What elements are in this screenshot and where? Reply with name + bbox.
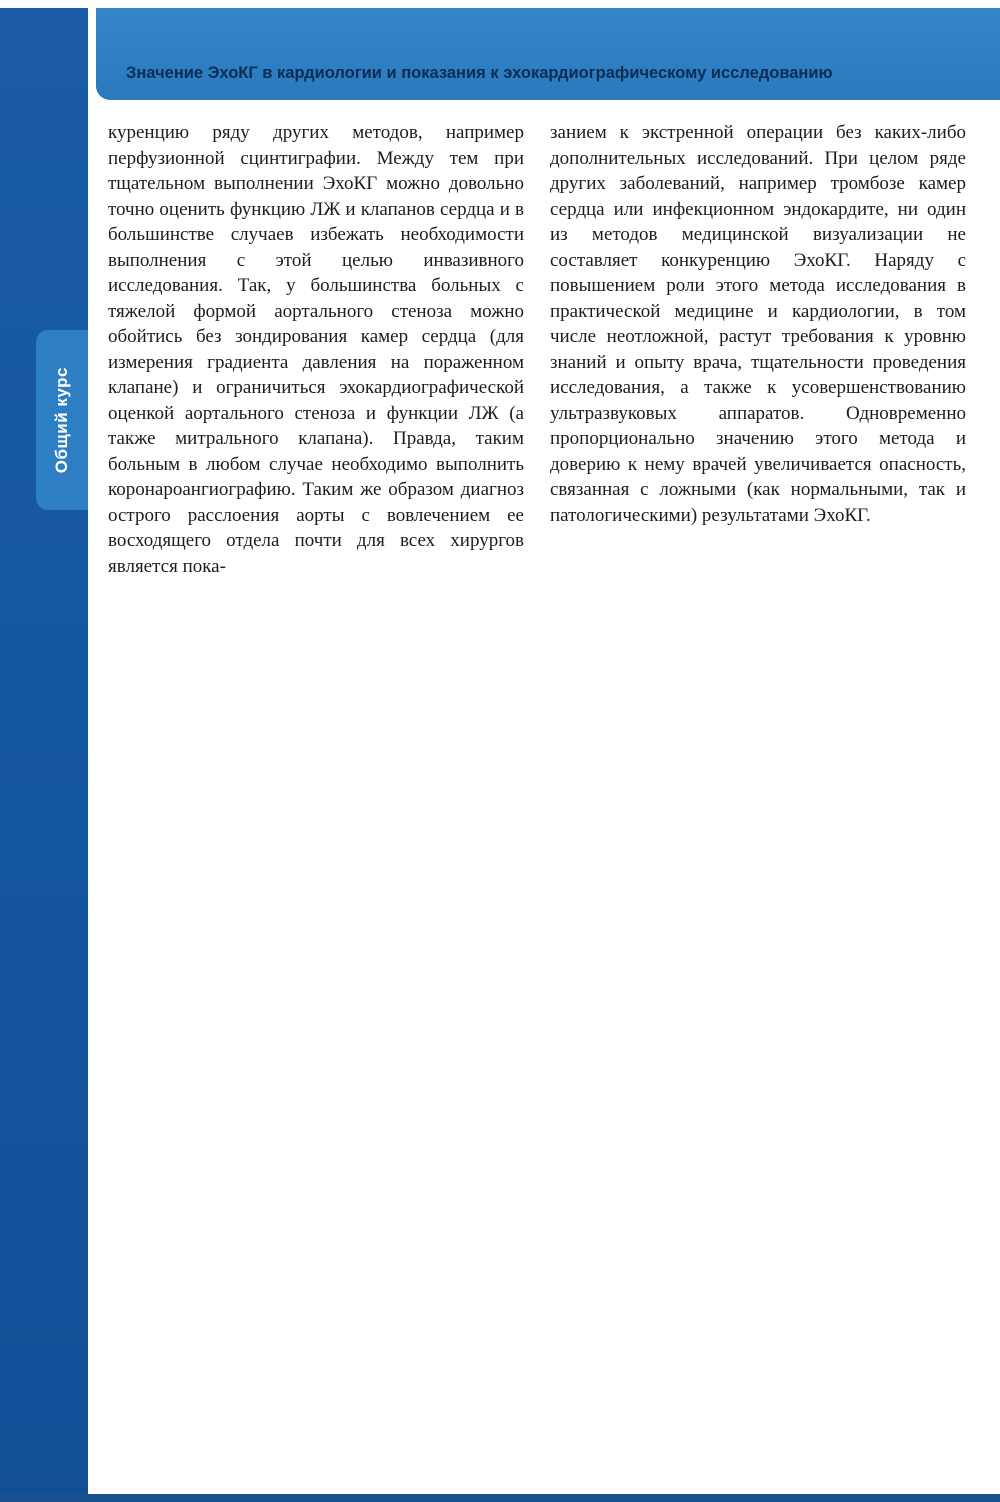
running-head-band <box>96 8 1000 100</box>
section-tab-label: Общий курс <box>52 366 71 474</box>
left-edge-strip <box>0 8 88 1502</box>
page-title: Значение ЭхоКГ в кардиологии и показания к эхокардиографическому исследованию <box>126 64 833 83</box>
text-column-left: куренцию ряду других методов, например перфузионной сцинтиграфии. Между тем при тщательном выполнении ЭхоКГ можно довольно точно оценить функцию ЛЖ и клапанов сердца и в большинстве случаев избежать необходимости выполнения с этой целью инвазивного исследования. Так, у большинства больных с тяжелой формой аортального стеноза можно обойтись без зондирования камер сердца (для измерения градиента давления на пораженном клапане) и ограничиться эхокардиографической оценкой аортального стеноза и функции ЛЖ (а также митрального клапана). Правда, таким больным в любом случае необходимо выполнить коронароангиографию. Таким же образом диагноз острого расслоения аорты с вовлечением ее восходящего отдела почти для всех хирургов является пока- <box>108 122 524 577</box>
body-text <box>108 120 966 579</box>
page-bottom-edge <box>0 1494 1000 1502</box>
text-column-right: занием к экстренной операции без каких-либо дополнительных исследований. При целом ряде других заболеваний, например тромбозе камер сердца или инфекционном эндокардите, ни один из методов медицинской визуализации не составляет конкуренцию ЭхоКГ. Наряду с повышением роли этого метода исследования в практической медицине и кардиологии, в том числе неотложной, растут требования к уровню знаний и опыту врача, тщательности проведения исследования, а также к усовершенствованию ультразвуковых аппаратов. Одновременно пропорционально значению этого метода и доверию к нему врачей увеличивается опасность, связанная с ложными (как нормальными, так и патологическими) результатами ЭхоКГ. <box>550 122 966 526</box>
section-tab <box>36 330 88 510</box>
